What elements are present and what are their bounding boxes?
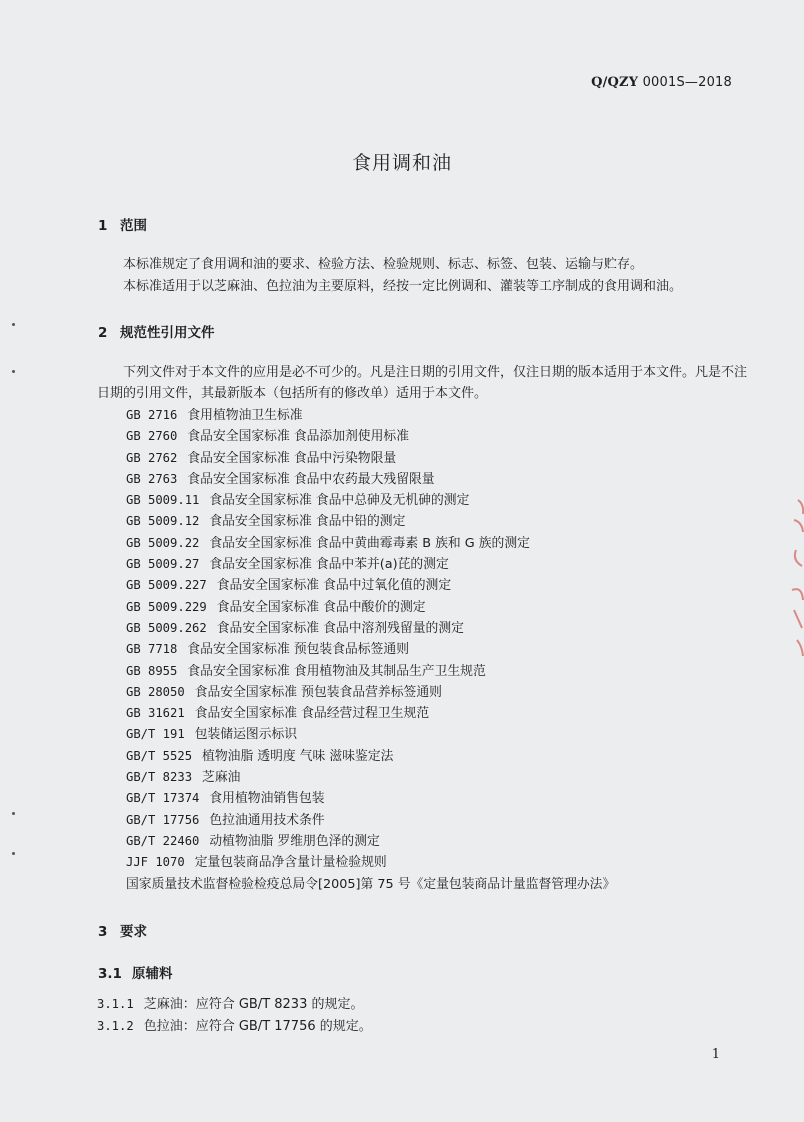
section-number: 2 bbox=[98, 325, 108, 341]
reference-item bbox=[126, 874, 615, 895]
document-title: 食用调和油 bbox=[351, 152, 452, 174]
section-number: 3.1 bbox=[98, 966, 122, 982]
reference-code: GB/T 8233 bbox=[126, 770, 193, 785]
reference-code: GB 5009.11 bbox=[126, 493, 200, 508]
reference-list bbox=[126, 405, 615, 895]
standard-prefix: Q/QZY bbox=[591, 75, 639, 90]
reference-code: GB/T 22460 bbox=[126, 833, 200, 848]
reference-code: GB/T 17374 bbox=[126, 791, 200, 806]
reference-item bbox=[126, 511, 615, 532]
reference-title: 芝麻油 bbox=[202, 770, 241, 786]
reference-item bbox=[126, 831, 615, 852]
scan-speck bbox=[12, 852, 15, 855]
reference-item bbox=[126, 746, 615, 767]
reference-code: GB 5009.12 bbox=[126, 514, 200, 529]
reference-title: 食品安全国家标准 食品中污染物限量 bbox=[187, 450, 397, 466]
section-number: 3 bbox=[98, 924, 108, 940]
reference-item bbox=[126, 469, 615, 490]
reference-title: 食用植物油卫生标准 bbox=[187, 408, 303, 423]
section-title: 范围 bbox=[120, 218, 147, 234]
clause-3-1-2 bbox=[97, 1015, 372, 1034]
seal-stamp-edge bbox=[782, 490, 804, 660]
scope-paragraph-2: 本标准适用于以芝麻油、色拉油为主要原料，经按一定比例调和、灌装等工序制成的食用调和油。 bbox=[123, 279, 683, 294]
reference-item bbox=[126, 703, 615, 724]
reference-item bbox=[126, 661, 615, 682]
section-title: 原辅料 bbox=[132, 966, 173, 982]
reference-item bbox=[126, 490, 615, 511]
reference-title: 动植物油脂 罗维朋色泽的测定 bbox=[209, 833, 380, 849]
reference-title: 食品安全国家标准 预包装食品营养标签通则 bbox=[194, 684, 442, 700]
reference-title: 包装储运图示标识 bbox=[194, 727, 298, 743]
reference-item bbox=[126, 852, 615, 873]
reference-title: 食品安全国家标准 食品中农药最大残留限量 bbox=[187, 471, 435, 487]
reference-title: 食品安全国家标准 食品中苯并(a)芘的测定 bbox=[209, 557, 449, 573]
reference-code: GB/T 5525 bbox=[126, 748, 193, 763]
clause-3-1-1 bbox=[97, 993, 363, 1012]
reference-code: GB 5009.229 bbox=[126, 599, 207, 614]
reference-code: GB/T 191 bbox=[126, 727, 185, 742]
scope-paragraph-1: 本标准规定了食用调和油的要求、检验方法、检验规则、标志、标签、包装、运输与贮存。 bbox=[123, 257, 644, 272]
reference-item bbox=[126, 597, 615, 618]
section-3-1-heading bbox=[98, 962, 173, 982]
reference-title: 食品安全国家标准 食品中总砷及无机砷的测定 bbox=[209, 493, 470, 509]
reference-title: 食品安全国家标准 食品中铅的测定 bbox=[209, 514, 406, 530]
page-number: 1 bbox=[711, 1047, 720, 1062]
reference-code: GB 2716 bbox=[126, 408, 178, 422]
reference-title: 植物油脂 透明度 气味 滋味鉴定法 bbox=[202, 748, 394, 764]
reference-title: 色拉油通用技术条件 bbox=[209, 812, 325, 828]
reference-title: 国家质量技术监督检验检疫总局令[2005]第 75 号《定量包装商品计量监督管理办法》 bbox=[126, 876, 616, 892]
reference-code: GB 5009.22 bbox=[126, 535, 200, 550]
reference-title: 食品安全国家标准 食品中溶剂残留量的测定 bbox=[216, 620, 464, 636]
reference-item bbox=[126, 618, 615, 639]
reference-item bbox=[126, 639, 615, 660]
reference-code: GB 2760 bbox=[126, 429, 178, 444]
reference-title: 食品安全国家标准 食品添加剂使用标准 bbox=[187, 429, 409, 445]
reference-item bbox=[126, 682, 615, 703]
reference-item bbox=[126, 810, 615, 831]
reference-item bbox=[126, 788, 615, 809]
reference-title: 食用植物油销售包装 bbox=[209, 791, 325, 807]
reference-code: GB 28050 bbox=[126, 684, 185, 699]
clause-number: 3.1.1 bbox=[97, 997, 134, 1011]
reference-title: 食品安全国家标准 食品中过氧化值的测定 bbox=[216, 578, 452, 594]
references-intro: 下列文件对于本文件的应用是必不可少的。凡是注日期的引用文件，仅注日期的版本适用于本文件。凡是不注日期的引用文件，其最新版本（包括所有的修改单）适用于本文件。 bbox=[97, 365, 748, 401]
reference-item bbox=[126, 767, 615, 788]
section-title: 要求 bbox=[120, 924, 147, 940]
section-number: 1 bbox=[98, 218, 108, 234]
reference-code: GB 2763 bbox=[126, 471, 178, 486]
section-2-heading bbox=[98, 321, 215, 341]
reference-code: GB 8955 bbox=[126, 663, 178, 678]
reference-item bbox=[126, 533, 615, 554]
clause-text: 色拉油：应符合 GB/T 17756 的规定。 bbox=[143, 1019, 372, 1034]
reference-title: 食品安全国家标准 食品中黄曲霉毒素 B 族和 G 族的测定 bbox=[209, 535, 530, 551]
reference-item bbox=[126, 426, 615, 447]
reference-code: GB/T 17756 bbox=[126, 812, 200, 827]
section-1-heading bbox=[98, 214, 147, 234]
reference-item bbox=[126, 724, 615, 745]
reference-item bbox=[126, 575, 615, 596]
reference-code: JJF 1070 bbox=[126, 855, 185, 870]
reference-item bbox=[126, 405, 615, 426]
reference-item bbox=[126, 554, 615, 575]
scan-speck bbox=[12, 812, 15, 815]
reference-code: GB 7718 bbox=[126, 642, 178, 657]
section-3-heading bbox=[98, 920, 147, 940]
reference-code: GB 31621 bbox=[126, 706, 185, 721]
reference-title: 食品安全国家标准 预包装食品标签通则 bbox=[187, 642, 409, 658]
standard-number: 0001S—2018 bbox=[638, 75, 732, 90]
reference-code: GB 5009.262 bbox=[126, 620, 207, 635]
reference-title: 食品安全国家标准 食品中酸价的测定 bbox=[216, 599, 426, 615]
reference-title: 食品安全国家标准 食用植物油及其制品生产卫生规范 bbox=[187, 663, 486, 679]
reference-code: GB 5009.227 bbox=[126, 578, 207, 593]
reference-code: GB 2762 bbox=[126, 450, 178, 465]
clause-text: 芝麻油：应符合 GB/T 8233 的规定。 bbox=[143, 997, 364, 1012]
clause-number: 3.1.2 bbox=[97, 1019, 134, 1033]
section-title: 规范性引用文件 bbox=[120, 325, 215, 341]
reference-code: GB 5009.27 bbox=[126, 557, 200, 572]
reference-title: 定量包装商品净含量计量检验规则 bbox=[194, 855, 387, 871]
scan-speck bbox=[12, 323, 15, 326]
reference-title: 食品安全国家标准 食品经营过程卫生规范 bbox=[194, 706, 430, 722]
reference-item bbox=[126, 448, 615, 469]
standard-code bbox=[591, 75, 732, 90]
scan-speck bbox=[12, 370, 15, 373]
